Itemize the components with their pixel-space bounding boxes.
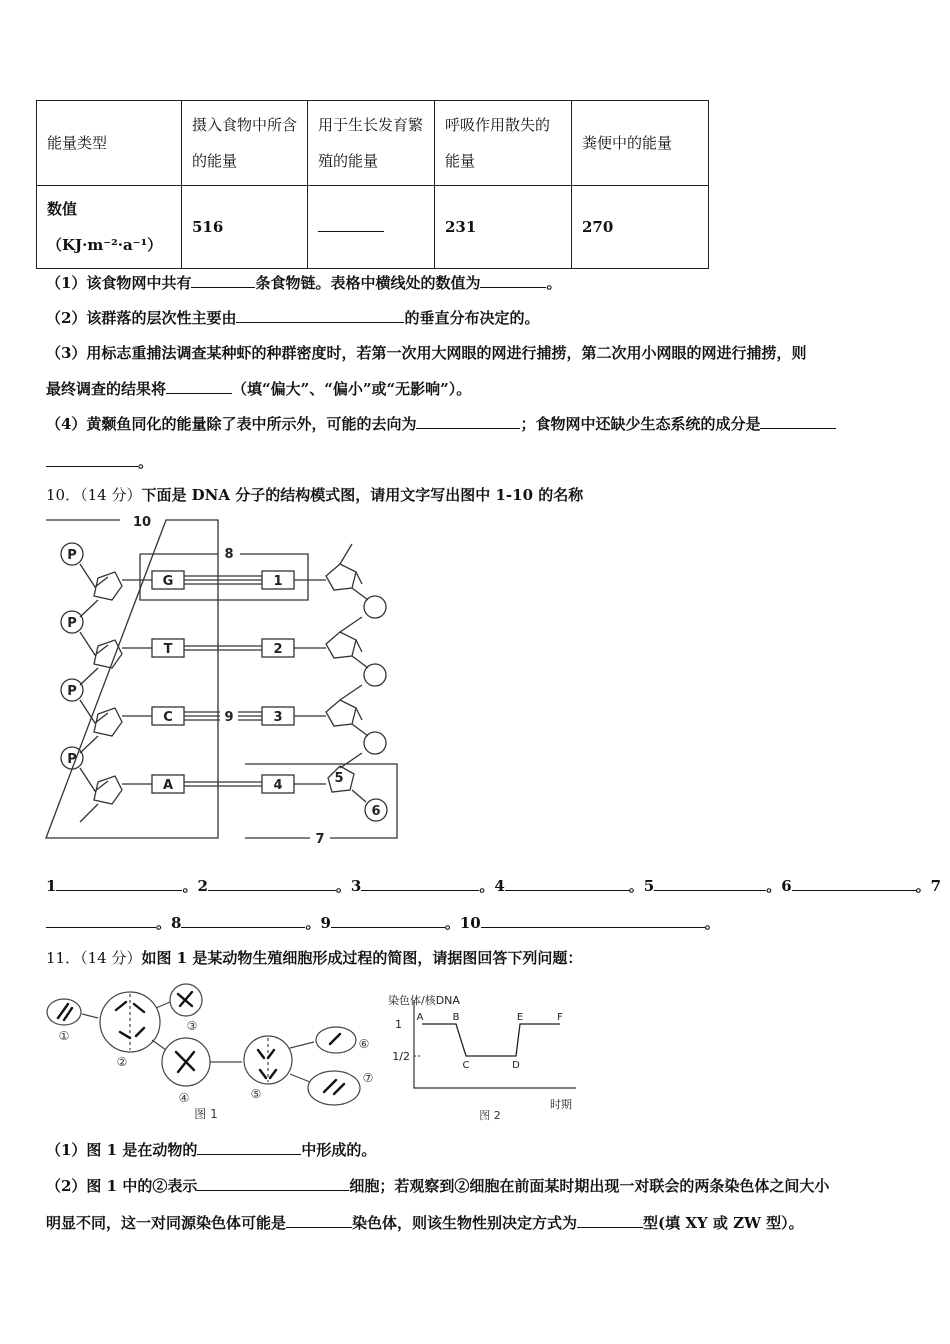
base-label: G xyxy=(162,574,174,589)
series-line xyxy=(422,1024,560,1056)
point-label: F xyxy=(557,1012,563,1023)
text: 。5 xyxy=(628,877,655,895)
axes xyxy=(414,1000,576,1088)
phosphate xyxy=(364,664,386,686)
y-tick-label: 1 xyxy=(395,1018,402,1031)
text: 。 xyxy=(138,453,154,471)
hydrogen-bonds xyxy=(184,576,262,584)
question-score: （14 分） xyxy=(80,949,142,967)
phosphate-label: P xyxy=(67,548,77,563)
question-number: 11． xyxy=(46,949,81,967)
sugar xyxy=(94,708,122,736)
answer-blank xyxy=(191,273,255,288)
left-links xyxy=(80,600,98,822)
text: 明显不同，这一对同源染色体可能是 xyxy=(46,1214,287,1232)
value-cell xyxy=(308,186,435,269)
label: ③ xyxy=(186,1019,198,1033)
answer-blank xyxy=(792,876,916,891)
answer-blank xyxy=(760,414,836,429)
q9-part4-line1 xyxy=(46,414,836,434)
chromosome xyxy=(178,992,192,1006)
answer-blank xyxy=(416,414,520,429)
text: （1）该食物网中共有 xyxy=(46,274,192,292)
q10-answers-line1 xyxy=(46,876,941,896)
point-label: E xyxy=(516,1012,524,1023)
y-axis-label: 染色体/核DNA xyxy=(388,994,460,1007)
answer-blank xyxy=(197,1176,349,1191)
text: ；食物网中还缺少生态系统的成分是 xyxy=(520,415,761,433)
phosphate xyxy=(364,732,386,754)
figure-1-cell-division xyxy=(44,982,384,1122)
q9-part3-line2 xyxy=(46,379,471,399)
caption: 图 2 xyxy=(479,1109,501,1122)
sugar-base-bonds xyxy=(294,580,326,784)
q9-part1 xyxy=(46,273,561,293)
answer-blank xyxy=(361,876,479,891)
base-label: 1 xyxy=(273,574,283,589)
value-cell: 270 xyxy=(572,186,709,269)
text: 。4 xyxy=(479,877,505,895)
question-number: 10． xyxy=(46,486,81,504)
answer-blank xyxy=(505,876,629,891)
hydrogen-bonds xyxy=(184,646,262,650)
text: 条食物链。表格中横线处的数值为 xyxy=(255,274,481,292)
cell-6 xyxy=(316,1027,356,1053)
phosphate-label: P xyxy=(67,684,77,699)
point-label: C xyxy=(462,1060,470,1071)
text: 。7 xyxy=(915,877,942,895)
text: 。10 xyxy=(444,914,481,932)
text: （4）黄颡鱼同化的能量除了表中所示外，可能的去向为 xyxy=(46,415,417,433)
answer-blank xyxy=(56,876,182,891)
phosphate-label: P xyxy=(67,616,77,631)
q10-stem xyxy=(46,485,583,505)
sugar xyxy=(326,700,356,726)
answer-blank xyxy=(166,379,232,394)
q9-part2 xyxy=(46,308,539,328)
bond xyxy=(352,790,366,802)
q11-part1 xyxy=(46,1140,376,1160)
q11-part2-line1 xyxy=(46,1176,829,1196)
cell-7 xyxy=(308,1071,360,1105)
text: 细胞；若观察到②细胞在前面某时期出现一对联会的两条染色体之间大小 xyxy=(349,1177,830,1195)
question-score: （14 分） xyxy=(80,486,142,504)
text: 最终调查的结果将 xyxy=(46,380,167,398)
text: （3）用标志重捕法调查某种虾的种群密度时，若第一次用大网眼的网进行捕捞，第二次用小网眼的网进行捕捞，则 xyxy=(46,344,807,362)
answer-blank xyxy=(181,913,305,928)
value-cell: 516 xyxy=(182,186,308,269)
phosphate xyxy=(364,596,386,618)
label-9: 9 xyxy=(224,710,234,725)
text: （填“偏大”、“偏小”或“无影响”）。 xyxy=(232,380,472,398)
header-cell: 粪便中的能量 xyxy=(572,101,709,186)
q10-answers-line2 xyxy=(46,913,720,933)
chromosome xyxy=(58,1004,72,1020)
sugar xyxy=(94,640,122,668)
text: 。3 xyxy=(335,877,362,895)
y-tick-label: 1/2 xyxy=(392,1050,410,1063)
label-7: 7 xyxy=(315,832,325,847)
q11-stem xyxy=(46,948,582,968)
answer-blank xyxy=(318,217,384,232)
text: 。9 xyxy=(305,914,331,932)
text: 。 xyxy=(546,274,562,292)
answer-blank xyxy=(577,1213,643,1228)
chromosome xyxy=(330,1034,340,1044)
label: ⑤ xyxy=(250,1087,262,1101)
point-label: A xyxy=(416,1012,424,1023)
header-cell: 用于生长发育繁殖的能量 xyxy=(308,101,435,186)
label: ⑥ xyxy=(358,1037,370,1051)
answer-blank xyxy=(208,876,336,891)
base-label: A xyxy=(162,778,174,793)
label-8: 8 xyxy=(224,547,234,562)
base-label: C xyxy=(163,710,173,725)
text: 的垂直分布决定的。 xyxy=(404,309,540,327)
sugar xyxy=(94,572,122,600)
base-label: T xyxy=(163,642,173,657)
table-header-row xyxy=(37,101,709,186)
text: （1）图 1 是在动物的 xyxy=(46,1141,198,1159)
text: （2）图 1 中的②表示 xyxy=(46,1177,198,1195)
base-label: 2 xyxy=(273,642,283,657)
point-label: D xyxy=(512,1060,520,1071)
text: 1 xyxy=(46,877,57,895)
sugar-base-bonds xyxy=(122,580,152,784)
energy-table xyxy=(36,100,709,269)
answer-blank xyxy=(46,452,138,467)
x-axis-label: 时期 xyxy=(550,1098,572,1111)
text: （2）该群落的层次性主要由 xyxy=(46,309,237,327)
chromosome xyxy=(258,1050,276,1078)
label-10: 10 xyxy=(132,515,152,530)
row-label: 数值（KJ·m⁻²·a⁻¹） xyxy=(37,186,182,269)
hydrogen-bonds xyxy=(184,712,262,720)
label-5: 5 xyxy=(334,771,344,786)
arrows xyxy=(82,1002,314,1082)
label-6: 6 xyxy=(371,804,381,819)
question-text: 如图 1 是某动物生殖细胞形成过程的简图，请据图回答下列问题： xyxy=(141,949,583,967)
answer-blank xyxy=(236,308,404,323)
figure-2-chart xyxy=(380,992,590,1122)
q9-part4-line2 xyxy=(46,452,153,472)
answer-blank xyxy=(480,273,546,288)
answer-blank xyxy=(286,1213,352,1228)
text: 。8 xyxy=(156,914,182,932)
q9-part3-line1 xyxy=(46,343,806,363)
chromosome xyxy=(324,1080,344,1094)
text: 染色体，则该生物性别决定方式为 xyxy=(352,1214,578,1232)
phosphate-label: P xyxy=(67,752,77,767)
value-cell: 231 xyxy=(435,186,572,269)
text: 。2 xyxy=(182,877,208,895)
answer-blank xyxy=(46,913,156,928)
label: ② xyxy=(116,1055,128,1069)
header-cell: 能量类型 xyxy=(37,101,182,186)
hydrogen-bonds xyxy=(184,782,262,786)
q11-part2-line2 xyxy=(46,1213,804,1233)
text: 中形成的。 xyxy=(301,1141,377,1159)
sugar xyxy=(94,776,122,804)
base-label: 4 xyxy=(273,778,283,793)
sugar xyxy=(326,632,356,658)
question-text: 下面是 DNA 分子的结构模式图，请用文字写出图中 1-10 的名称 xyxy=(141,486,584,504)
text: 。 xyxy=(704,914,720,932)
caption: 图 1 xyxy=(194,1107,218,1121)
text: 型(填 XY 或 ZW 型）。 xyxy=(643,1214,804,1232)
chromosome xyxy=(176,1052,194,1072)
dna-structure-figure xyxy=(40,512,410,848)
answer-blank xyxy=(197,1140,301,1155)
label: ⑦ xyxy=(362,1071,374,1085)
label: ④ xyxy=(178,1091,190,1105)
point-label: B xyxy=(452,1012,460,1023)
header-cell: 摄入食物中所含的能量 xyxy=(182,101,308,186)
answer-blank xyxy=(331,913,445,928)
sugar xyxy=(326,564,356,590)
table-row xyxy=(37,186,709,269)
text: 。6 xyxy=(766,877,792,895)
chart-plot xyxy=(388,993,576,1122)
base-label: 3 xyxy=(273,710,283,725)
label: ① xyxy=(58,1029,70,1043)
answer-blank xyxy=(481,913,705,928)
header-cell: 呼吸作用散失的能量 xyxy=(435,101,572,186)
answer-blank xyxy=(654,876,766,891)
